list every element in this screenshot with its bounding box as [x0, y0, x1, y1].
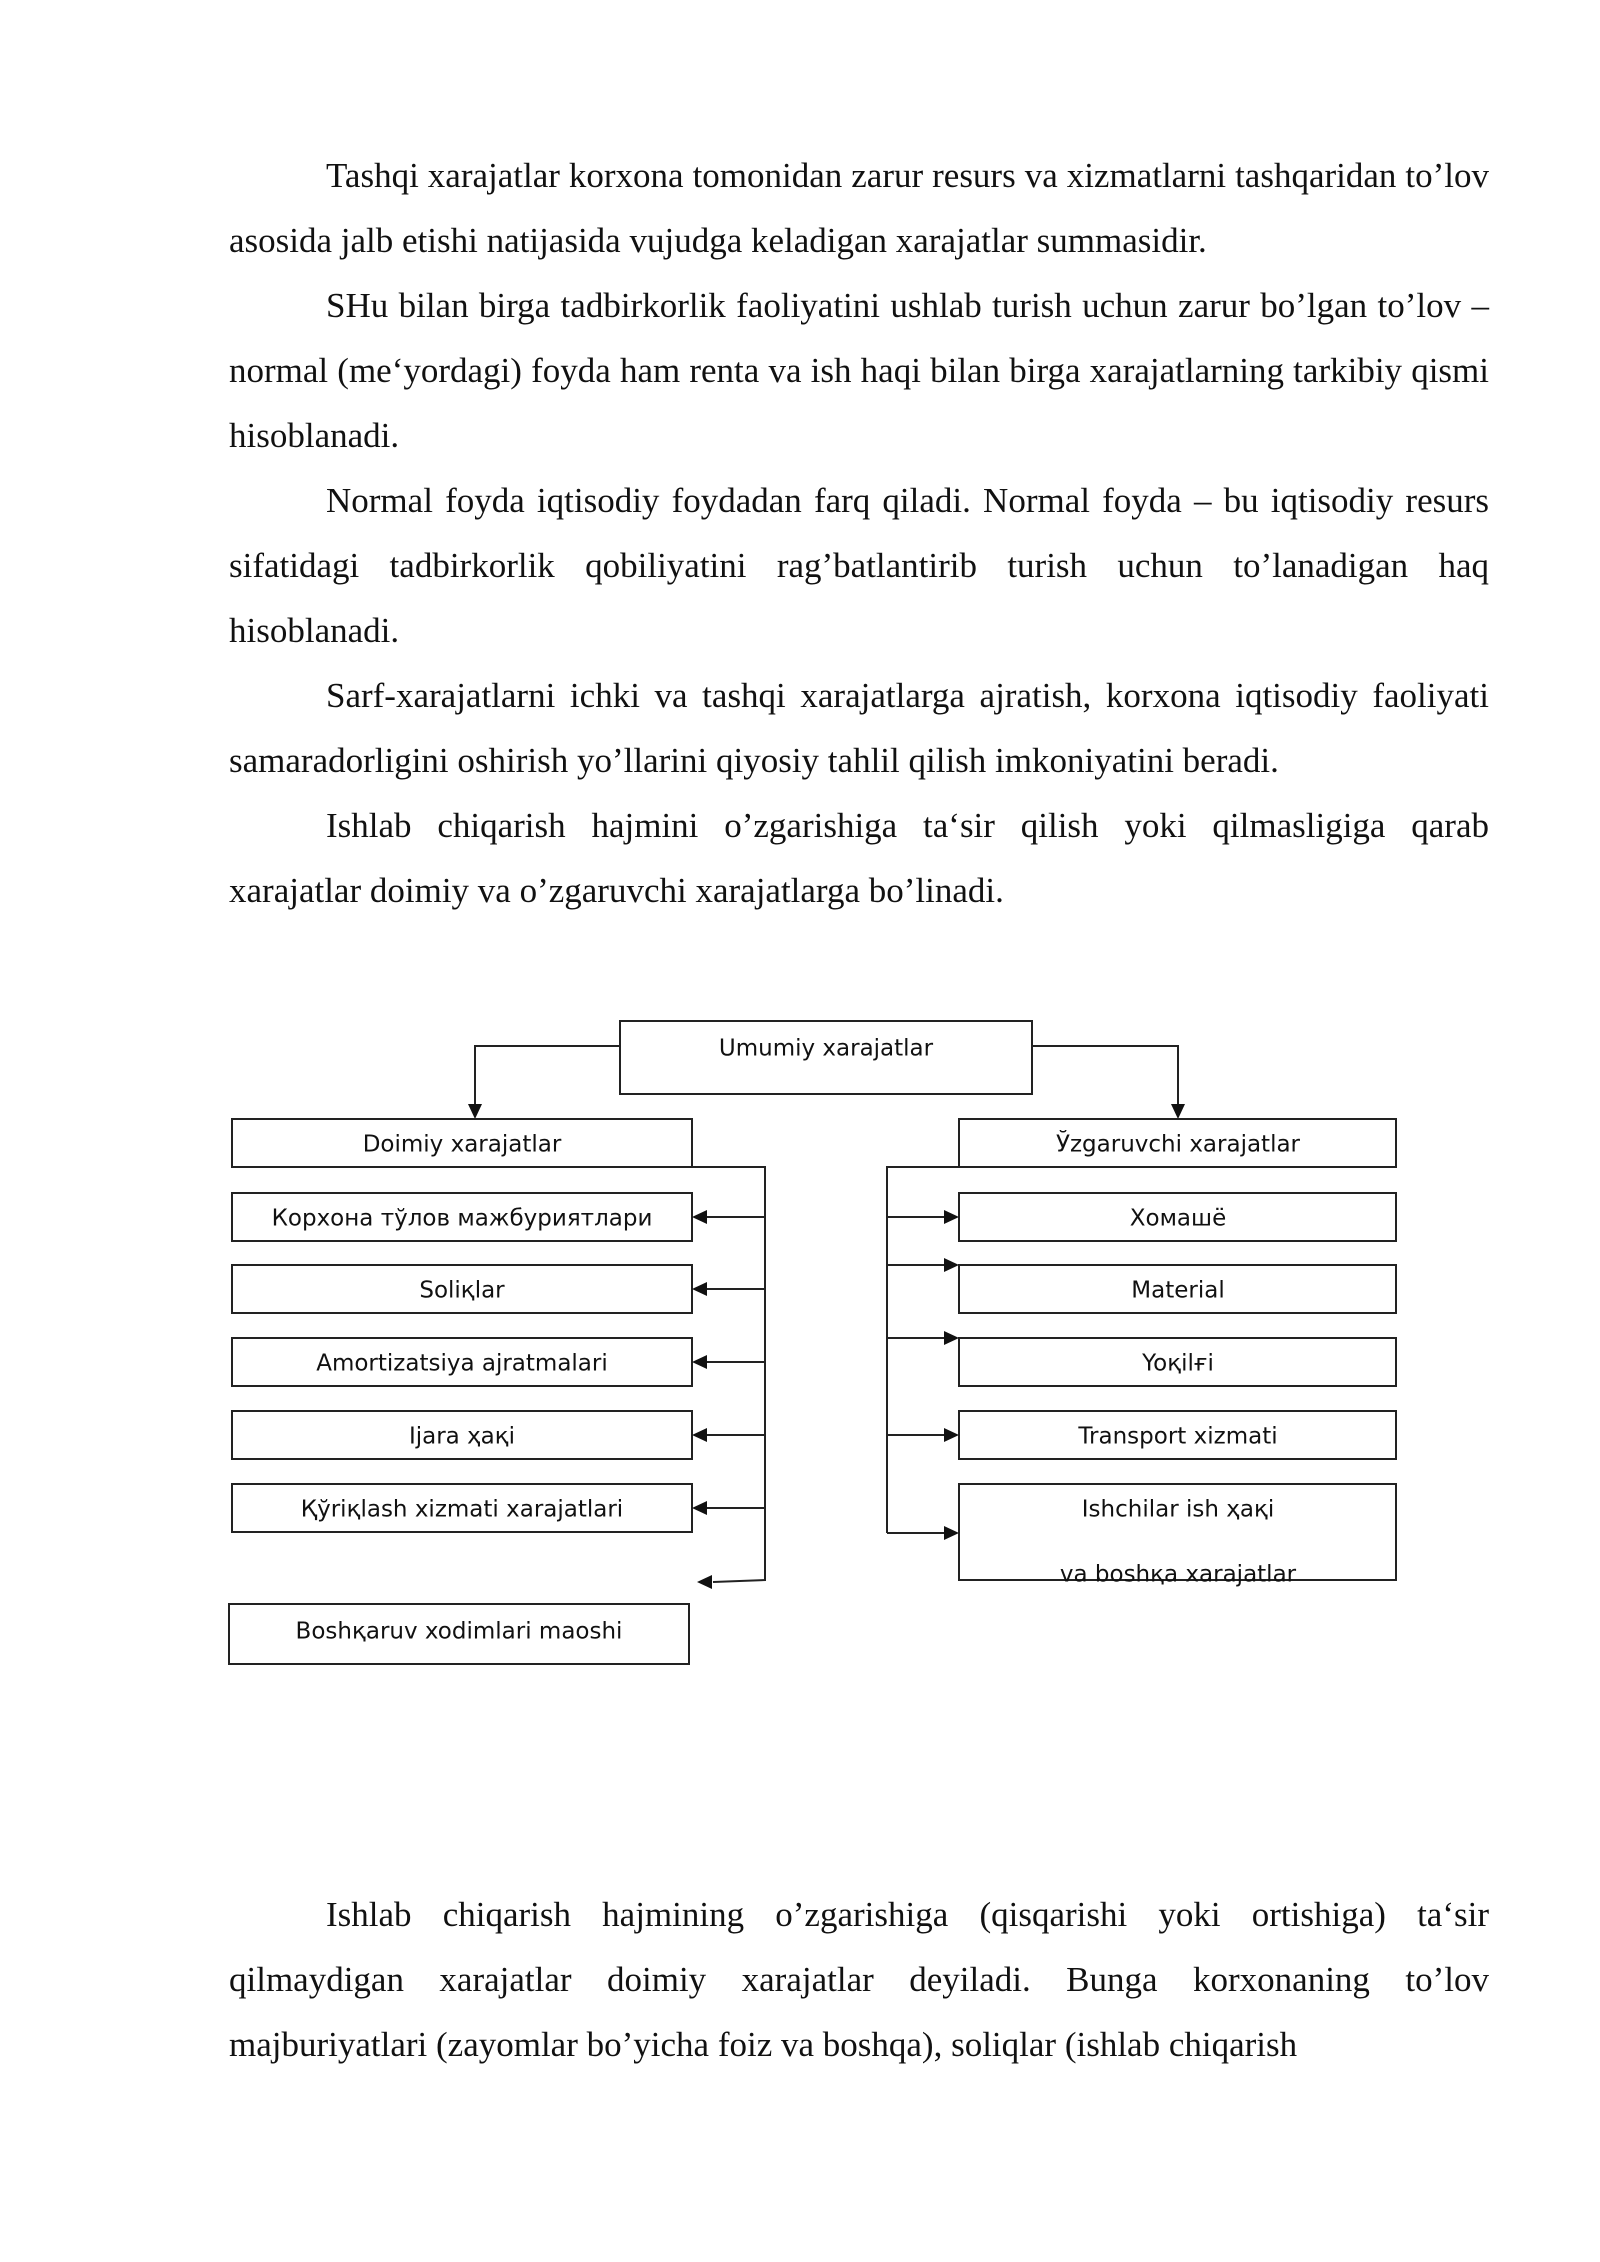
- connector-root-left: [475, 1046, 620, 1104]
- right-item-label: Ishchilar ish ҳaқi: [1081, 1496, 1275, 1523]
- left-item-label: Ijara ҳaқi: [408, 1423, 516, 1450]
- paragraph: Normal foyda iqtisodiy foydadan farq qiladi. Normal foyda – bu iqtisodiy resurs sifatidagi tadbirkorlik qobiliyatini rag’batlantirib turish uchun to’lanadigan haq hisoblanadi.: [229, 481, 1489, 650]
- left-item-label: Soliқlar: [419, 1277, 505, 1304]
- paragraph: Ishlab chiqarish hajmining o’zgarishiga (qisqarishi yoki ortishiga) ta‘sir qilmaydigan xarajatlar doimiy xarajatlar deyiladi. Bunga korxonaning to’lov majburiyatlari (zayomlar bo’yicha foiz va boshqa), soliqlar (ishlab chiqarish: [229, 1895, 1489, 2064]
- arrowhead: [692, 1501, 707, 1515]
- arrowhead: [944, 1331, 959, 1345]
- paragraph: Ishlab chiqarish hajmini o’zgarishiga ta‘sir qilish yoki qilmasligiga qarab xarajatlar doimiy va o’zgaruvchi xarajatlarga bo’linadi.: [229, 806, 1489, 910]
- arrowhead: [468, 1104, 482, 1119]
- paragraph: SHu bilan birga tadbirkorlik faoliyatini ushlab turish uchun zarur bo’lgan to’lov – normal (me‘yordagi) foyda ham renta va ish haqi bilan birga xarajatlarning tarkibiy qismi hisoblanadi.: [229, 286, 1489, 455]
- arrowhead: [692, 1428, 707, 1442]
- arrowhead: [692, 1355, 707, 1369]
- connector-root-right: [1032, 1046, 1178, 1104]
- arrowhead: [944, 1526, 959, 1540]
- left-item-label: Корхона тўлов мажбуриятлари: [271, 1205, 653, 1232]
- left-bracket: [692, 1167, 765, 1582]
- body-text-bottom: [229, 1882, 1489, 2077]
- paragraph: Sarf-xarajatlarni ichki va tashqi xarajatlarga ajratish, korxona iqtisodiy faoliyati samaradorligini oshirish yo’llarini qiyosiy tahlil qilish imkoniyatini beradi.: [229, 676, 1489, 780]
- right-item-label: Transport xizmati: [1078, 1423, 1278, 1450]
- arrowhead: [697, 1575, 712, 1589]
- arrowhead: [692, 1210, 707, 1224]
- right-item-label: va boshқa xarajatlar: [1059, 1561, 1297, 1588]
- arrowhead: [1171, 1104, 1185, 1119]
- paragraph: Tashqi xarajatlar korxona tomonidan zarur resurs va xizmatlarni tashqaridan to’lov asosida jalb etishi natijasida vujudga keladigan xarajatlar summasidir.: [229, 156, 1489, 260]
- left-item-label: Boshқaruv xodimlari maoshi: [295, 1618, 623, 1645]
- right-header-label: Ўzgaruvchi xarajatlar: [1055, 1131, 1301, 1158]
- arrowhead: [692, 1282, 707, 1296]
- right-item-label: Хомашё: [1129, 1205, 1227, 1232]
- arrowhead: [944, 1428, 959, 1442]
- right-item-label: Material: [1131, 1277, 1225, 1304]
- left-header-label: Doimiy xarajatlar: [362, 1131, 562, 1158]
- left-item-label: Amortizatsiya ajratmalari: [316, 1350, 608, 1377]
- arrowhead: [944, 1210, 959, 1224]
- arrowhead: [944, 1258, 959, 1272]
- right-item-label: Yoқilғi: [1142, 1350, 1214, 1377]
- left-item-label: Қўriқlash xizmati xarajatlari: [300, 1496, 624, 1523]
- root-label: Umumiy xarajatlar: [718, 1035, 934, 1062]
